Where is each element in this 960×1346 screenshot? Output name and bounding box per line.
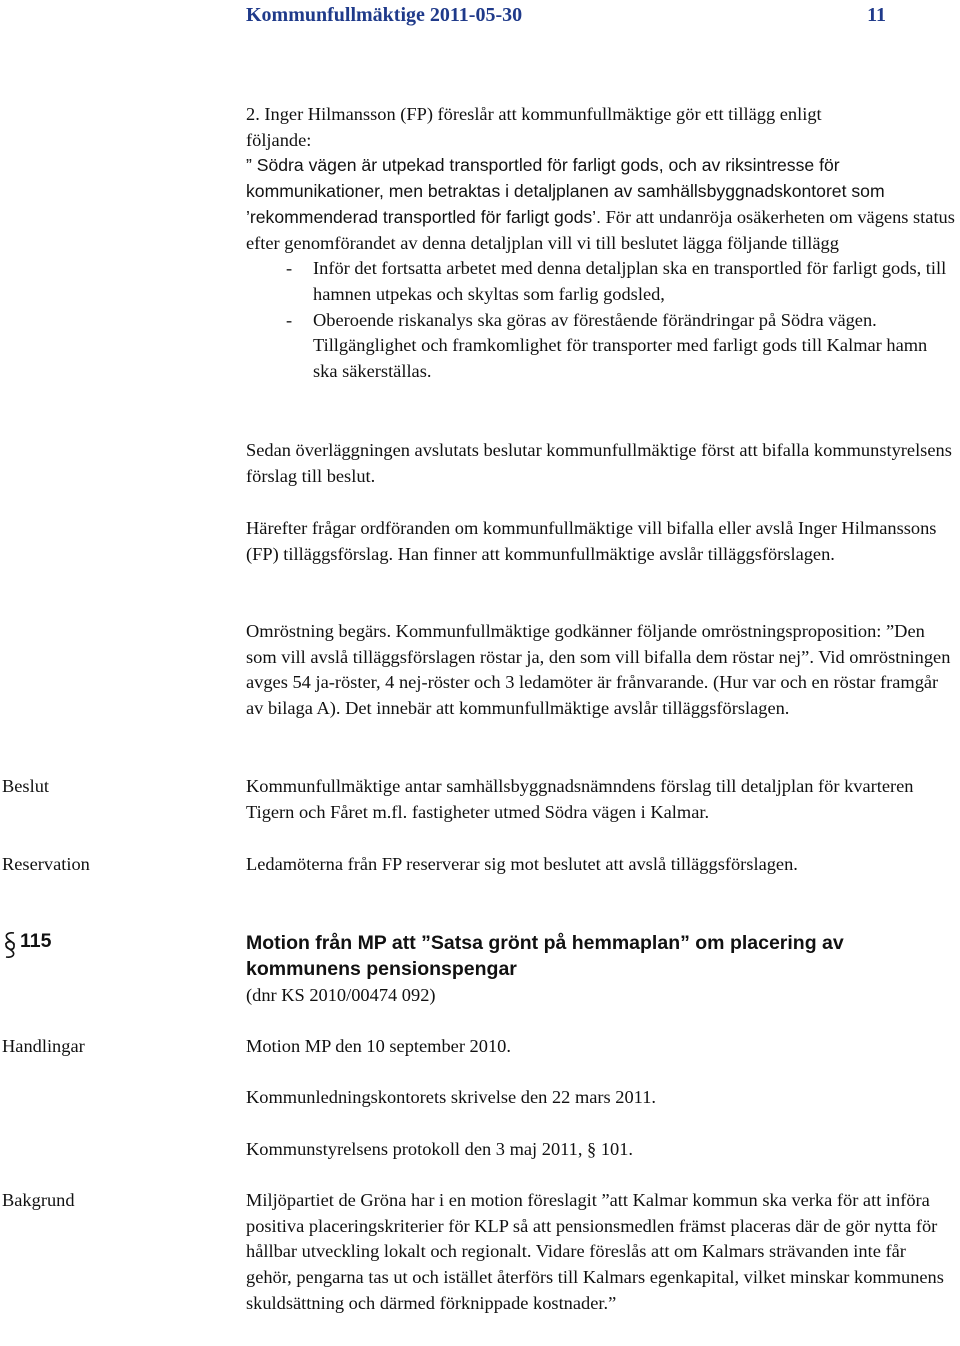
reservation-label: Reservation (2, 854, 90, 874)
paragraph-harefter: Härefter frågar ordföranden om kommunfullmäktige vill bifalla eller avslå Inger Hilmanssons (FP) tilläggsförslag. Han finner att kommunfullmäktige avslår tilläggsförslagen. (246, 518, 937, 564)
page-header (246, 4, 886, 34)
proposal-intro-line1: 2. Inger Hilmansson (FP) föreslår att kommunfullmäktige gör ett tillägg enligt (246, 104, 822, 124)
page-number: 11 (867, 4, 886, 26)
section-title: Motion från MP att ”Satsa grönt på hemmaplan” om placering av kommunens pensionspengar (246, 932, 844, 980)
proposal-quote-serif: För att undanröja osäkerheten om vägens status efter genomförandet av denna detaljplan vill vi till beslutet lägga följande tillägg (246, 206, 955, 253)
list-item-text: Oberoende riskanalys ska göras av förestående förändringar på Södra vägen. Tillgänglighet och framkomlighet för transporter med farligt gods till Kalmar hamn ska säkerställas. (313, 309, 928, 382)
proposal-quote-sans: ” Södra vägen är utpekad transportled för farligt gods, och av riksintresse för kommunikationer, men betraktas i detaljplanen av samhällsbyggnadskontoret som ’rekommenderad transportled för farligt gods’. (246, 155, 885, 227)
section-number: 115 (20, 930, 52, 952)
section-dnr: (dnr KS 2010/00474 092) (246, 985, 436, 1005)
list-item (246, 308, 956, 385)
handlingar-item: Kommunstyrelsens protokoll den 3 maj 2011, § 101. (246, 1139, 634, 1159)
handlingar-item: Kommunledningskontorets skrivelse den 22 mars 2011. (246, 1087, 656, 1107)
paragraph-sign-icon (2, 930, 18, 960)
bakgrund-label: Bakgrund (2, 1190, 75, 1210)
handlingar-label: Handlingar (2, 1036, 85, 1056)
proposal-quote (246, 153, 956, 256)
bakgrund-text: Miljöpartiet de Gröna har i en motion föreslagit ”att Kalmar kommun ska verka för att införa positiva placeringskriterier för KLP så att pensionsmedlen främst placeras där de gör nytta för hållbar utveckling lokalt och regionalt. Vidare föreslås att om Kalmars strävanden inte får gehör, pengarna tas ut och istället återförs till Kalmars egenkapital, vilket minskar kommunens skuldsättning och därmed förknippade kostnader.” (246, 1190, 944, 1313)
handlingar-item: Motion MP den 10 september 2010. (246, 1036, 511, 1056)
beslut-text: Kommunfullmäktige antar samhällsbyggnadsnämndens förslag till detaljplan för kvarteren Tigern och Fåret m.fl. fastigheter utmed Södra vägen i Kalmar. (246, 776, 914, 822)
paragraph-sedan: Sedan överläggningen avslutats beslutar kommunfullmäktige först att bifalla kommunstyrelsens förslag till beslut. (246, 440, 952, 486)
section-heading (0, 930, 958, 990)
document-title: Kommunfullmäktige 2011-05-30 (246, 4, 523, 26)
list-dash: - (286, 309, 293, 330)
paragraph-omrostning: Omröstning begärs. Kommunfullmäktige godkänner följande omröstningsproposition: ”Den som vill avslå tilläggsförslagen röstar ja, den som vill bifalla dem röstar nej”. Vid omröstningen avges 54 ja-röster, 4 nej-röster och 3 ledamöter är frånvarande. (Hur var och en röstar framgår av bilaga A). Det innebär att kommunfullmäktige avslår tilläggsförslagen. (246, 621, 951, 719)
proposal-block (246, 102, 956, 385)
list-dash: - (286, 258, 293, 279)
beslut-label: Beslut (2, 776, 50, 796)
list-item-text: Inför det fortsatta arbetet med denna detaljplan ska en transportled för farligt gods, till hamnen utpekas och skyltas som farlig godsled, (313, 258, 947, 304)
list-item (246, 256, 956, 307)
proposal-intro-line2: följande: (246, 129, 312, 150)
reservation-text: Ledamöterna från FP reserverar sig mot beslutet att avslå tilläggsförslagen. (246, 854, 798, 874)
